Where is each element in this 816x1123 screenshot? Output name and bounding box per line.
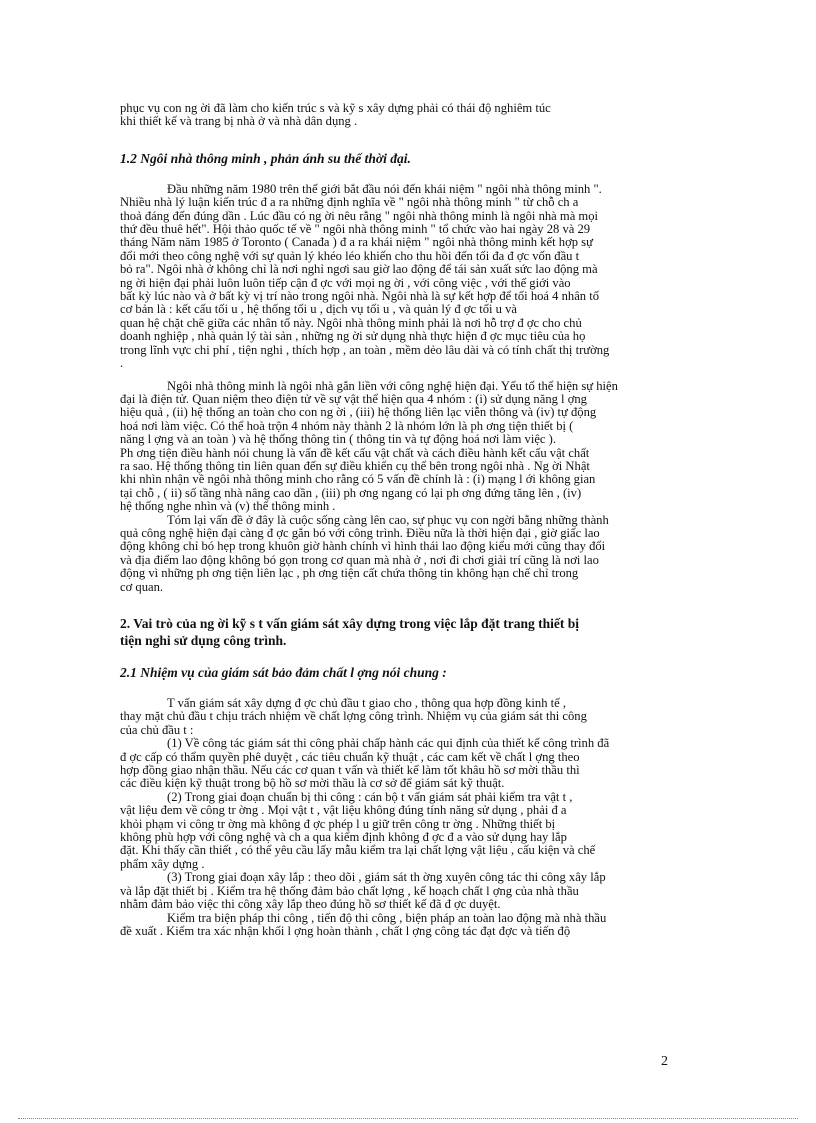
heading-1-2: 1.2 Ngôi nhà thông minh , phản ánh su thế thời đại.	[120, 150, 411, 166]
paragraph-2: Ngôi nhà thông minh là ngôi nhà gắn liền với công nghệ hiện đại. Yếu tố thể hiện sự hiện đại là điện tử. Quan niệm theo điện tử về sự vật thể hiện qua 4 nhóm : (i) sử dụng năng l ợng hiệu quả , (ii) hệ thống an toàn cho con ng ời , (iii) hệ thống liên lạc viễn thông và (iv) tự động hoá nơi làm việc. Có thể hoà trộn 4 nhóm này thành 2 là nhóm lớn là ph ơng tiện thiết bị ( năng l ợng và an toàn ) và hệ thống thông tin ( thông tin và tự động hoá nơi làm việc ). Ph ơng tiện điều hành nói chung là vấn đề kết cấu vật chất và cách điều hành kết cấu vật chất ra sao. Hệ thống thông tin liên quan đến sự điều khiển cụ thể bên trong ngôi nhà . Ng ời Nhật khi nhìn nhận về ngôi nhà thông minh cho rằng có 5 vấn đề chính là : (i) mạng l ới không gian tại chỗ , ( ii) số tầng nhà nâng cao dần , (iii) ph ơng ngang có lại ph ơng đứng tăng lên , (iv) hệ thống nghe nhìn và (v) thể thông minh .	[120, 378, 618, 514]
paragraph-0: phục vụ con ng ời đã làm cho kiến trúc s và kỹ s xây dựng phải có thái độ nghiêm túc khi thiết kế và trang bị nhà ở và nhà dân dụng .	[120, 101, 551, 129]
paragraph-8: Kiểm tra biện pháp thi công , tiến độ thi công , biện pháp an toàn lao động mà nhà thầu đề xuất . Kiểm tra xác nhận khối l ợng hoàn thành , chất l ợng công tác đạt đợc và tiến độ	[120, 910, 607, 938]
paragraph-3: Tóm lại vấn đề ở đây là cuộc sống càng lên cao, sự phục vụ con ngời bằng những thành quả công nghệ hiện đại càng đ ợc gắn bó với công trình. Điều nữa là thời hiện đại , giờ giấc lao động không chỉ bó hẹp trong khuôn giờ hành chính vì hình thái lao động kiểu mới cũng thay đổi và địa điểm lao động không bó gọn trong cơ quan mà nhà ở , nơi đi chơi giải trí cũng là nơi lao động vì những ph ơng tiện liên lạc , ph ơng tiện cất chứa thông tin không hạn chế chỉ trong cơ quan.	[120, 512, 609, 594]
page-number: 2	[661, 1054, 668, 1069]
footer-divider	[18, 1118, 798, 1119]
heading-2-1: 2.1 Nhiệm vụ của giám sát bảo đảm chất l ợng nói chung :	[120, 665, 447, 680]
heading-2: 2. Vai trò của ng ời kỹ s t vấn giám sát xây dựng trong việc lắp đặt trang thiết bị tiện nghi sử dụng công trình.	[120, 616, 579, 648]
paragraph-1: Đầu những năm 1980 trên thế giới bắt đầu nói đến khái niệm " ngôi nhà thông minh ". Nhiều nhà lý luận kiến trúc đ a ra những định nghĩa về " ngôi nhà thông minh " từ chỗ ch a thoả đáng đến đúng dần . Lúc đầu có ng ời nêu rằng " ngôi nhà thông minh là ngôi nhà mà mọi thứ đều thuê hết". Hội thảo quốc tế về " ngôi nhà thông minh " tổ chức vào hai ngày 28 và 29 tháng Năm năm 1985 ở Toronto ( Canađa ) đ a ra khái niệm " ngôi nhà thông minh kết hợp sự đổi mới theo công nghệ với sự quản lý khéo léo khiến cho thu hồi đến tối đa đ ợc vốn đầu t bỏ ra". Ngôi nhà ở không chỉ là nơi nghỉ ngơi sau giờ lao động để tái sản xuất sức lao động mà ng ời hiện đại phải luôn luôn tiếp cận đ ợc với mọi ng ời , với công việc , với thế giới vào bất kỳ lúc nào và ở bất kỳ vị trí nào trong ngôi nhà. Ngôi nhà là sự kết hợp để tối hoá 4 nhân tố cơ bản là : kết cấu tối u , hệ thống tối u , dịch vụ tối u , và quản lý đ ợc tối u và quan hệ chặt chẽ giữa các nhân tố này. Ngôi nhà thông minh phải là nơi hỗ trợ đ ợc cho chủ doanh nghiệp , nhà quản lý tài sản , những ng ời sử dụng nhà thực hiện đ ợc mục tiêu của họ trong lĩnh vực chi phí , tiện nghi , thích hợp , an toàn , mềm dẻo lâu dài và có tính chất thị trường .	[120, 181, 610, 371]
paragraph-4: T vấn giám sát xây dựng đ ợc chủ đầu t giao cho , thông qua hợp đồng kinh tế , thay mặt chủ đầu t chịu trách nhiệm về chất lợng công trình. Nhiệm vụ của giám sát thi công của chủ đầu t :	[120, 696, 587, 737]
paragraph-7: (3) Trong giai đoạn xây lắp : theo dõi , giám sát th ờng xuyên công tác thi công xây lắp và lắp đặt thiết bị . Kiểm tra hệ thống đảm bảo chất lợng , kế hoạch chất l ợng của nhà thầu nhằm đảm bảo việc thi công xây lắp theo đúng hồ sơ thiết kế đã đ ợc duyệt.	[120, 870, 606, 912]
paragraph-5: (1) Về công tác giám sát thi công phải chấp hành các qui định của thiết kế công trình đã đ ợc cấp có thẩm quyền phê duyệt , các tiêu chuẩn kỹ thuật , các cam kết về chất l ợng theo hợp đồng giao nhận thầu. Nếu các cơ quan t vấn và thiết kế làm tốt khâu hồ sơ mời thầu thì các điều kiện kỹ thuật trong bộ hồ sơ mời thầu là cơ sở để giám sát kỹ thuật.	[120, 736, 610, 791]
paragraph-6: (2) Trong giai đoạn chuẩn bị thi công : cán bộ t vấn giám sát phải kiểm tra vật t , vật liệu đem về công tr ờng . Mọi vật t , vật liệu không đúng tính năng sử dụng , phải đ a khỏi phạm vi công tr ờng mà không đ ợc phép l u giữ trên công tr ờng . Những thiết bị không phù hợp với công nghệ và ch a qua kiểm định không đ ợc đ a vào sử dụng hay lắp đặt. Khi thấy cần thiết , có thể yêu cầu lấy mẫu kiểm tra lại chất lợng vật liệu , cấu kiện và chế phẩm xây dựng .	[120, 789, 596, 871]
document-body	[120, 102, 740, 938]
